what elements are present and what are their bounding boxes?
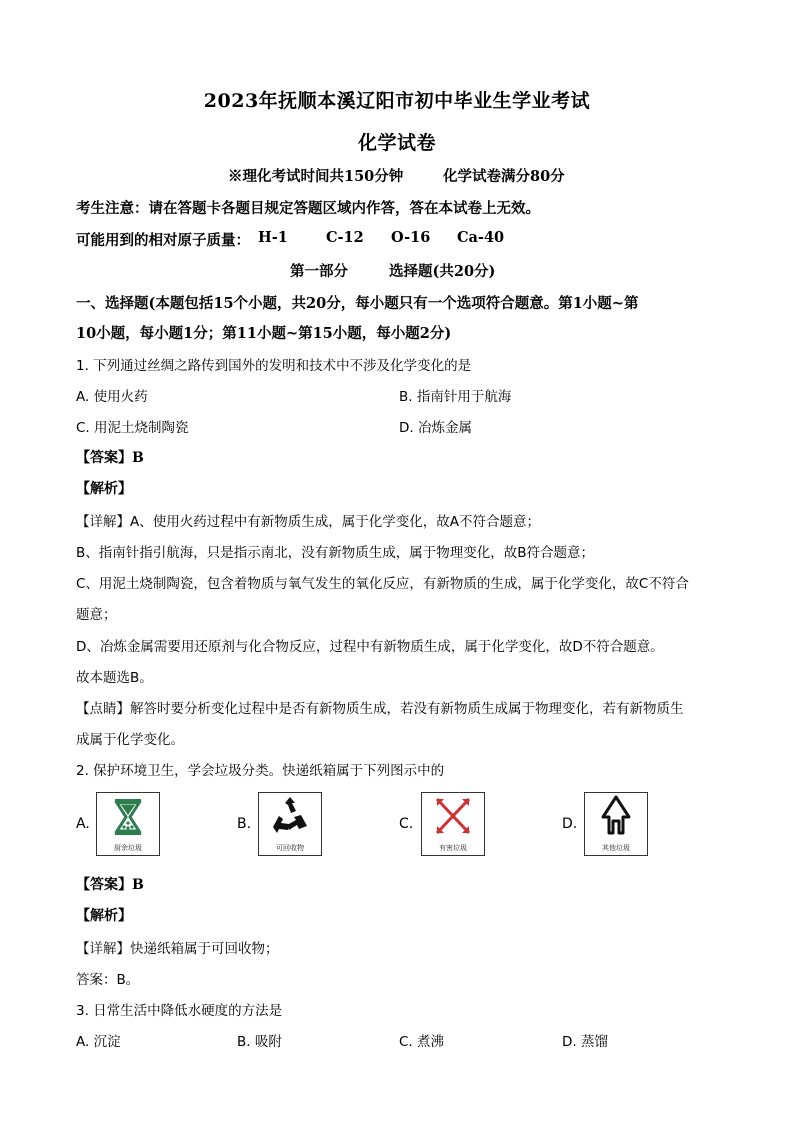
q1-option-a: A. 使用火药 [76, 389, 148, 405]
q2-conclusion: 答案：B。 [76, 972, 140, 988]
q1-detail-line: 【详解】A、使用火药过程中有新物质生成，属于化学变化，故A不符合题意； [76, 514, 540, 530]
part-title: 第一部分 [290, 263, 348, 280]
q1-option-d: D. 冶炼金属 [399, 420, 472, 436]
q1-comment-line2: 成属于化学变化。 [76, 732, 184, 748]
q2-option-c-caption: 有害垃圾 [439, 844, 467, 852]
q1-detail-line: C、用泥土烧制陶瓷，包含着物质与氧气发生的氧化反应，有新物质的生成，属于化学变化，故C不符合 [76, 576, 689, 592]
q2-option-d-caption: 其他垃圾 [602, 844, 630, 852]
q1-detail-line: 题意； [76, 607, 117, 623]
atomic-mass-h: H-1 [258, 229, 288, 246]
q2-option-b-image [258, 792, 322, 856]
q1-comment-line1: 【点睛】解答时要分析变化过程中是否有新物质生成，若没有新物质生成属于物理变化，若有新物质生 [76, 701, 684, 717]
exam-title: 2023年抚顺本溪辽阳市初中毕业生学业考试 [203, 90, 591, 112]
q1-answer: 【答案】B [76, 450, 144, 466]
q1-stem: 1. 下列通过丝绸之路传到国外的发明和技术中不涉及化学变化的是 [76, 358, 472, 374]
q2-option-c-image [421, 792, 485, 856]
q2-option-b-letter: B. [237, 816, 252, 832]
exam-subtitle: 化学试卷 [357, 132, 436, 154]
kitchen-waste-icon [97, 793, 159, 841]
atomic-mass-label: 可能用到的相对原子质量： [76, 232, 250, 249]
section-instruction-line1: 一、选择题(本题包括15个小题，共20分，每小题只有一个选项符合题意。第1小题~第 [76, 295, 639, 312]
q2-answer: 【答案】B [76, 877, 144, 893]
q1-detail-line: B、指南针指引航海，只是指示南北，没有新物质生成，属于物理变化，故B符合题意； [76, 545, 595, 561]
q3-option-a: A. 沉淀 [76, 1034, 121, 1050]
q1-analysis-label: 【解析】 [76, 481, 132, 497]
q2-analysis-label: 【解析】 [76, 908, 132, 924]
time-note: ※理化考试时间共150分钟 [228, 168, 404, 185]
q2-option-d-letter: D. [562, 816, 578, 832]
candidate-notice: 考生注意：请在答题卡各题目规定答题区域内作答，答在本试卷上无效。 [76, 200, 540, 217]
atomic-mass-ca: Ca-40 [457, 229, 505, 246]
q2-option-c-letter: C. [399, 816, 414, 832]
part-subtitle: 选择题(共20分) [389, 263, 496, 280]
q1-detail-line: 故本题选B。 [76, 670, 153, 686]
other-waste-icon [585, 793, 647, 841]
q2-option-a-caption: 厨余垃圾 [114, 844, 142, 852]
q3-option-d: D. 蒸馏 [562, 1034, 608, 1050]
q1-detail-line: D、冶炼金属需要用还原剂与化合物反应，过程中有新物质生成，属于化学变化，故D不符合题意。 [76, 639, 664, 655]
q1-option-b: B. 指南针用于航海 [399, 389, 512, 405]
q3-stem: 3. 日常生活中降低水硬度的方法是 [76, 1003, 283, 1019]
q3-option-c: C. 煮沸 [399, 1034, 445, 1050]
atomic-mass-o: O-16 [391, 229, 431, 246]
q2-option-d-image [584, 792, 648, 856]
q2-option-a-image [96, 792, 160, 856]
q2-stem: 2. 保护环境卫生，学会垃圾分类。快递纸箱属于下列图示中的 [76, 763, 445, 779]
score-note: 化学试卷满分80分 [443, 168, 565, 185]
atomic-mass-c: C-12 [326, 229, 364, 246]
hazardous-waste-icon [422, 793, 484, 841]
q2-detail: 【详解】快递纸箱属于可回收物； [76, 941, 279, 957]
recyclable-icon [259, 793, 321, 841]
q2-option-b-caption: 可回收物 [276, 844, 304, 852]
q2-option-a-letter: A. [76, 816, 90, 832]
q1-option-c: C. 用泥土烧制陶瓷 [76, 420, 189, 436]
section-instruction-line2: 10小题，每小题1分；第11小题~第15小题，每小题2分) [76, 325, 452, 342]
q3-option-b: B. 吸附 [237, 1034, 282, 1050]
